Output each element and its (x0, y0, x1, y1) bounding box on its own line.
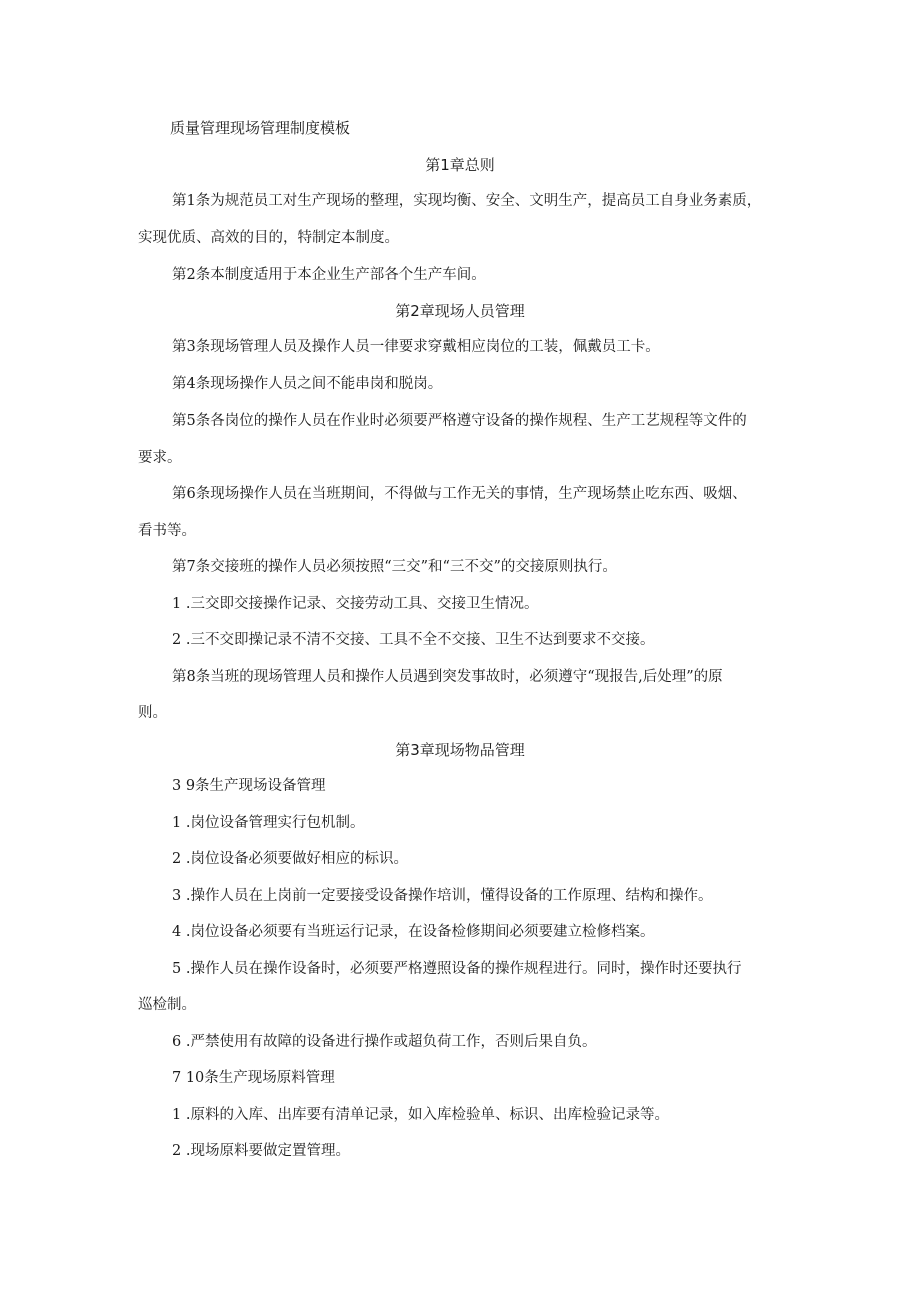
chapter-heading-2: 第2章现场人员管理 (395, 302, 525, 320)
article-10-item-2: 2 .现场原料要做定置管理。 (172, 1143, 350, 1159)
article-8-line-2: 则。 (138, 705, 167, 721)
article-10: 7 10条生产现场原料管理 (172, 1070, 335, 1086)
chapter-heading-1: 第1章总则 (425, 156, 495, 174)
chapter-heading-3: 第3章现场物品管理 (395, 741, 525, 759)
article-5-line-2: 要求。 (138, 450, 182, 466)
article-8-line-1: 第8条当班的现场管理人员和操作人员遇到突发事故时，必须遵守“现报告,后处理”的原 (172, 669, 723, 685)
article-9-item-2: 2 .岗位设备必须要做好相应的标识。 (172, 851, 408, 867)
article-2: 第2条本制度适用于本企业生产部各个生产车间。 (172, 267, 486, 283)
article-6-line-2: 看书等。 (138, 523, 196, 539)
article-9-item-3: 3 .操作人员在上岗前一定要接受设备操作培训，懂得设备的工作原理、结构和操作。 (172, 888, 713, 904)
article-7-item-1: 1 .三交即交接操作记录、交接劳动工具、交接卫生情况。 (172, 596, 539, 612)
article-9-item-5-line-2: 巡检制。 (138, 997, 196, 1013)
article-1-line-1: 第1条为规范员工对生产现场的整理，实现均衡、安全、文明生产，提高员工自身业务素质， (172, 193, 762, 209)
article-9: 3 9条生产现场设备管理 (172, 778, 326, 794)
article-4: 第4条现场操作人员之间不能串岗和脱岗。 (172, 376, 443, 392)
article-9-item-6: 6 .严禁使用有故障的设备进行操作或超负荷工作，否则后果自负。 (172, 1034, 597, 1050)
article-5-line-1: 第5条各岗位的操作人员在作业时必须要严格遵守设备的操作规程、生产工艺规程等文件的 (172, 413, 747, 429)
article-9-item-5-line-1: 5 .操作人员在操作设备时，必须要严格遵照设备的操作规程进行。同时，操作时还要执行 (172, 961, 742, 977)
article-9-item-4: 4 .岗位设备必须要有当班运行记录，在设备检修期间必须要建立检修档案。 (172, 924, 655, 940)
article-10-item-1: 1 .原料的入库、出库要有清单记录，如入库检验单、标识、出库检验记录等。 (172, 1107, 669, 1123)
article-7-item-2: 2 .三不交即操记录不清不交接、工具不全不交接、卫生不达到要求不交接。 (172, 632, 655, 648)
article-1-line-2: 实现优质、高效的目的，特制定本制度。 (138, 230, 399, 246)
article-7: 第7条交接班的操作人员必须按照“三交”和“三不交”的交接原则执行。 (172, 559, 617, 575)
article-3: 第3条现场管理人员及操作人员一律要求穿戴相应岗位的工装，佩戴员工卡。 (172, 339, 660, 355)
article-6-line-1: 第6条现场操作人员在当班期间，不得做与工作无关的事情，生产现场禁止吃东西、吸烟、 (172, 486, 747, 502)
document-title: 质量管理现场管理制度模板 (170, 119, 351, 137)
article-9-item-1: 1 .岗位设备管理实行包机制。 (172, 815, 365, 831)
